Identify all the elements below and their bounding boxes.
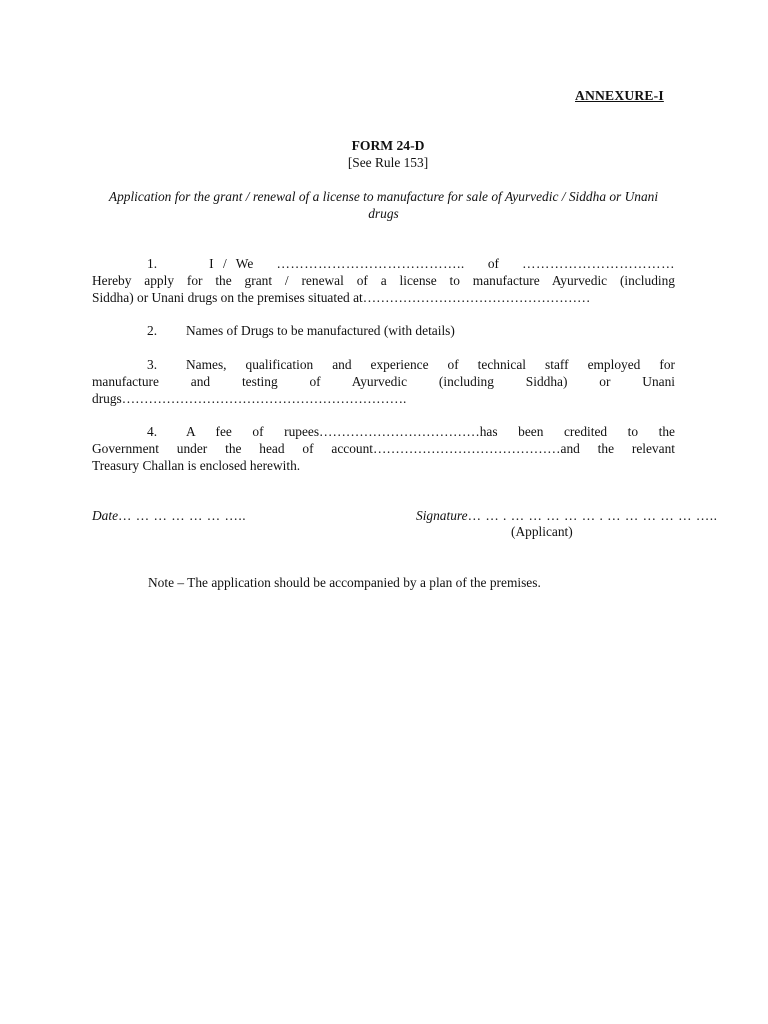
item-1 xyxy=(92,255,675,306)
item-3-line-3: drugs………………………………………………………. xyxy=(92,391,407,406)
date-blank: … … … … … … ….. xyxy=(118,508,247,523)
item-2 xyxy=(92,322,675,339)
item-1-i-we: I / We xyxy=(209,256,254,271)
item-1-line-3: Siddha) or Unani drugs on the premises situated at…………………………………………… xyxy=(92,290,591,305)
signature-blank: … … . … … … … … . … … … … … ….. xyxy=(467,508,718,523)
annexure-heading: ANNEXURE-I xyxy=(575,88,664,103)
item-3-line-2: manufacture and testing of Ayurvedic (including Siddha) or Unani xyxy=(92,374,675,389)
item-4-line-3: Treasury Challan is enclosed herewith. xyxy=(92,458,301,473)
date-label: Date xyxy=(92,508,119,523)
item-4-number: 4. xyxy=(147,424,158,439)
application-subject: Application for the grant / renewal of a license to manufacture for sale of Ayurvedic / Siddha or Unani drugs xyxy=(108,189,659,221)
item-2-number: 2. xyxy=(147,323,158,338)
applicant-label: (Applicant) xyxy=(511,524,573,539)
item-3-first-line xyxy=(92,356,675,373)
item-1-first-line xyxy=(92,255,675,272)
item-1-address-blank: …………………………… xyxy=(522,256,675,271)
form-title: FORM 24-D xyxy=(351,138,425,153)
item-2-text: Names of Drugs to be manufactured (with details) xyxy=(186,323,455,338)
signature-field xyxy=(416,508,717,524)
item-1-number: 1. xyxy=(147,256,158,271)
signature-label: Signature xyxy=(416,508,468,523)
item-1-name-blank: ………………………………….. xyxy=(276,256,465,271)
note-text: Note – The application should be accompanied by a plan of the premises. xyxy=(148,575,541,590)
date-field xyxy=(92,508,246,524)
item-3 xyxy=(92,356,675,407)
item-4 xyxy=(92,423,675,474)
item-4-line-1: A fee of rupees………………………………has been credited to the xyxy=(186,424,675,439)
item-1-of: of xyxy=(487,256,500,271)
item-1-line-2: Hereby apply for the grant / renewal of a license to manufacture Ayurvedic (including xyxy=(92,273,675,288)
item-3-number: 3. xyxy=(147,357,158,372)
item-2-line xyxy=(92,322,675,339)
item-4-line-2: Government under the head of account……………………………………and the relevant xyxy=(92,441,675,456)
rule-reference: [See Rule 153] xyxy=(347,155,429,170)
item-4-first-line xyxy=(92,423,675,440)
item-3-line-1: Names, qualification and experience of technical staff employed for xyxy=(186,357,675,372)
